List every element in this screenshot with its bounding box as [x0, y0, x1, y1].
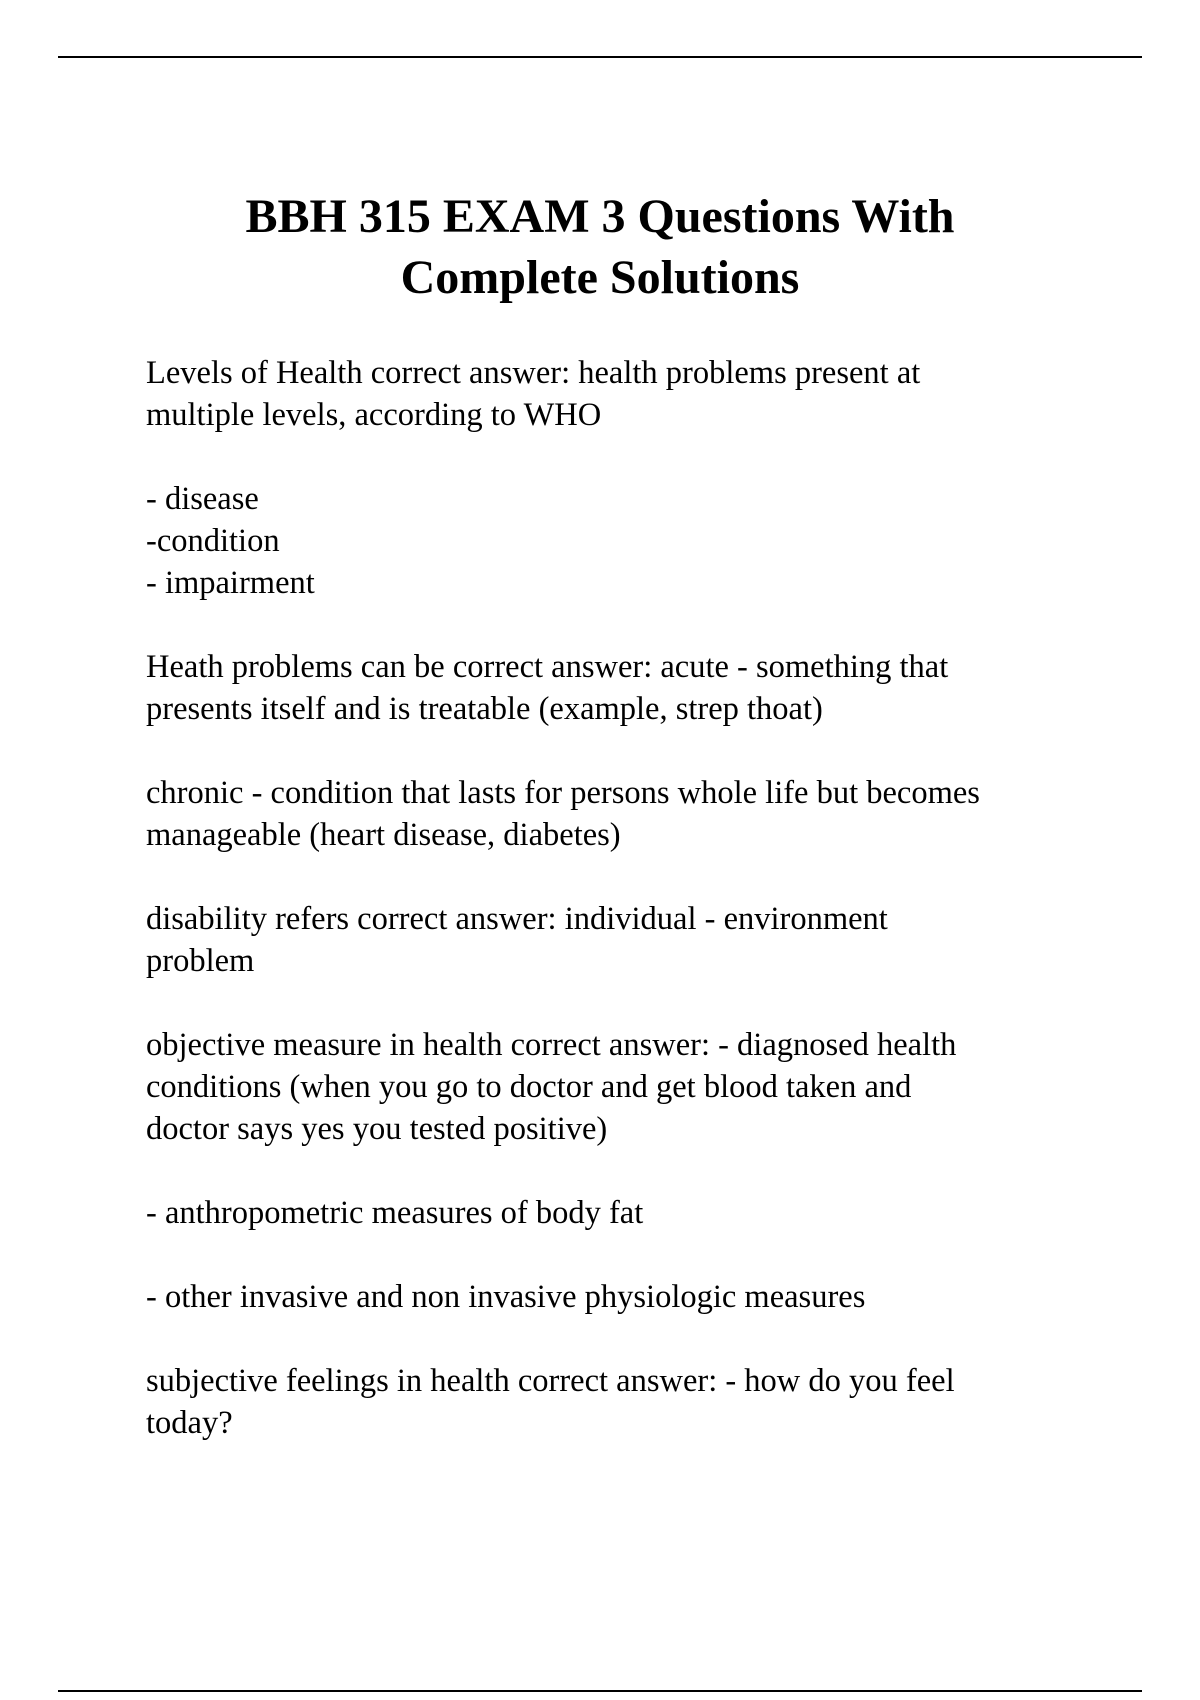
paragraph-health-problems: [146, 646, 1146, 730]
title-line: BBH 315 EXAM 3 Questions With: [245, 190, 955, 243]
header-rule: [58, 56, 1142, 58]
text-line: - anthropometric measures of body fat: [146, 1195, 644, 1231]
paragraph-chronic: [146, 772, 1146, 856]
text-line: conditions (when you go to doctor and get blood taken and: [146, 1069, 912, 1105]
text-line: problem: [146, 943, 255, 979]
text-line: - disease: [146, 481, 259, 517]
text-line: subjective feelings in health correct answer: - how do you feel: [146, 1363, 955, 1399]
text-line: -condition: [146, 523, 280, 559]
text-line: multiple levels, according to WHO: [146, 397, 602, 433]
document-title: [100, 186, 1100, 308]
title-line: Complete Solutions: [400, 251, 800, 304]
paragraph-subjective-feelings: [146, 1360, 1146, 1444]
text-line: chronic - condition that lasts for persons whole life but becomes: [146, 775, 980, 811]
paragraph-anthropometric: [146, 1192, 1146, 1234]
text-line: - impairment: [146, 565, 315, 601]
text-line: presents itself and is treatable (example, strep thoat): [146, 691, 823, 727]
paragraph-objective-measure: [146, 1024, 1146, 1150]
text-line: manageable (heart disease, diabetes): [146, 817, 621, 853]
paragraph-levels-of-health: [146, 352, 1146, 436]
paragraph-disability: [146, 898, 1146, 982]
text-line: Heath problems can be correct answer: acute - something that: [146, 649, 949, 685]
text-line: Levels of Health correct answer: health problems present at: [146, 355, 921, 391]
paragraph-levels-list: [146, 478, 1146, 604]
paragraph-physiologic: [146, 1276, 1146, 1318]
document-body: [146, 352, 1146, 1444]
footer-rule: [58, 1690, 1142, 1692]
text-line: disability refers correct answer: individual - environment: [146, 901, 888, 937]
text-line: - other invasive and non invasive physiologic measures: [146, 1279, 866, 1315]
text-line: today?: [146, 1405, 233, 1441]
text-line: doctor says yes you tested positive): [146, 1111, 608, 1147]
text-line: objective measure in health correct answer: - diagnosed health: [146, 1027, 957, 1063]
